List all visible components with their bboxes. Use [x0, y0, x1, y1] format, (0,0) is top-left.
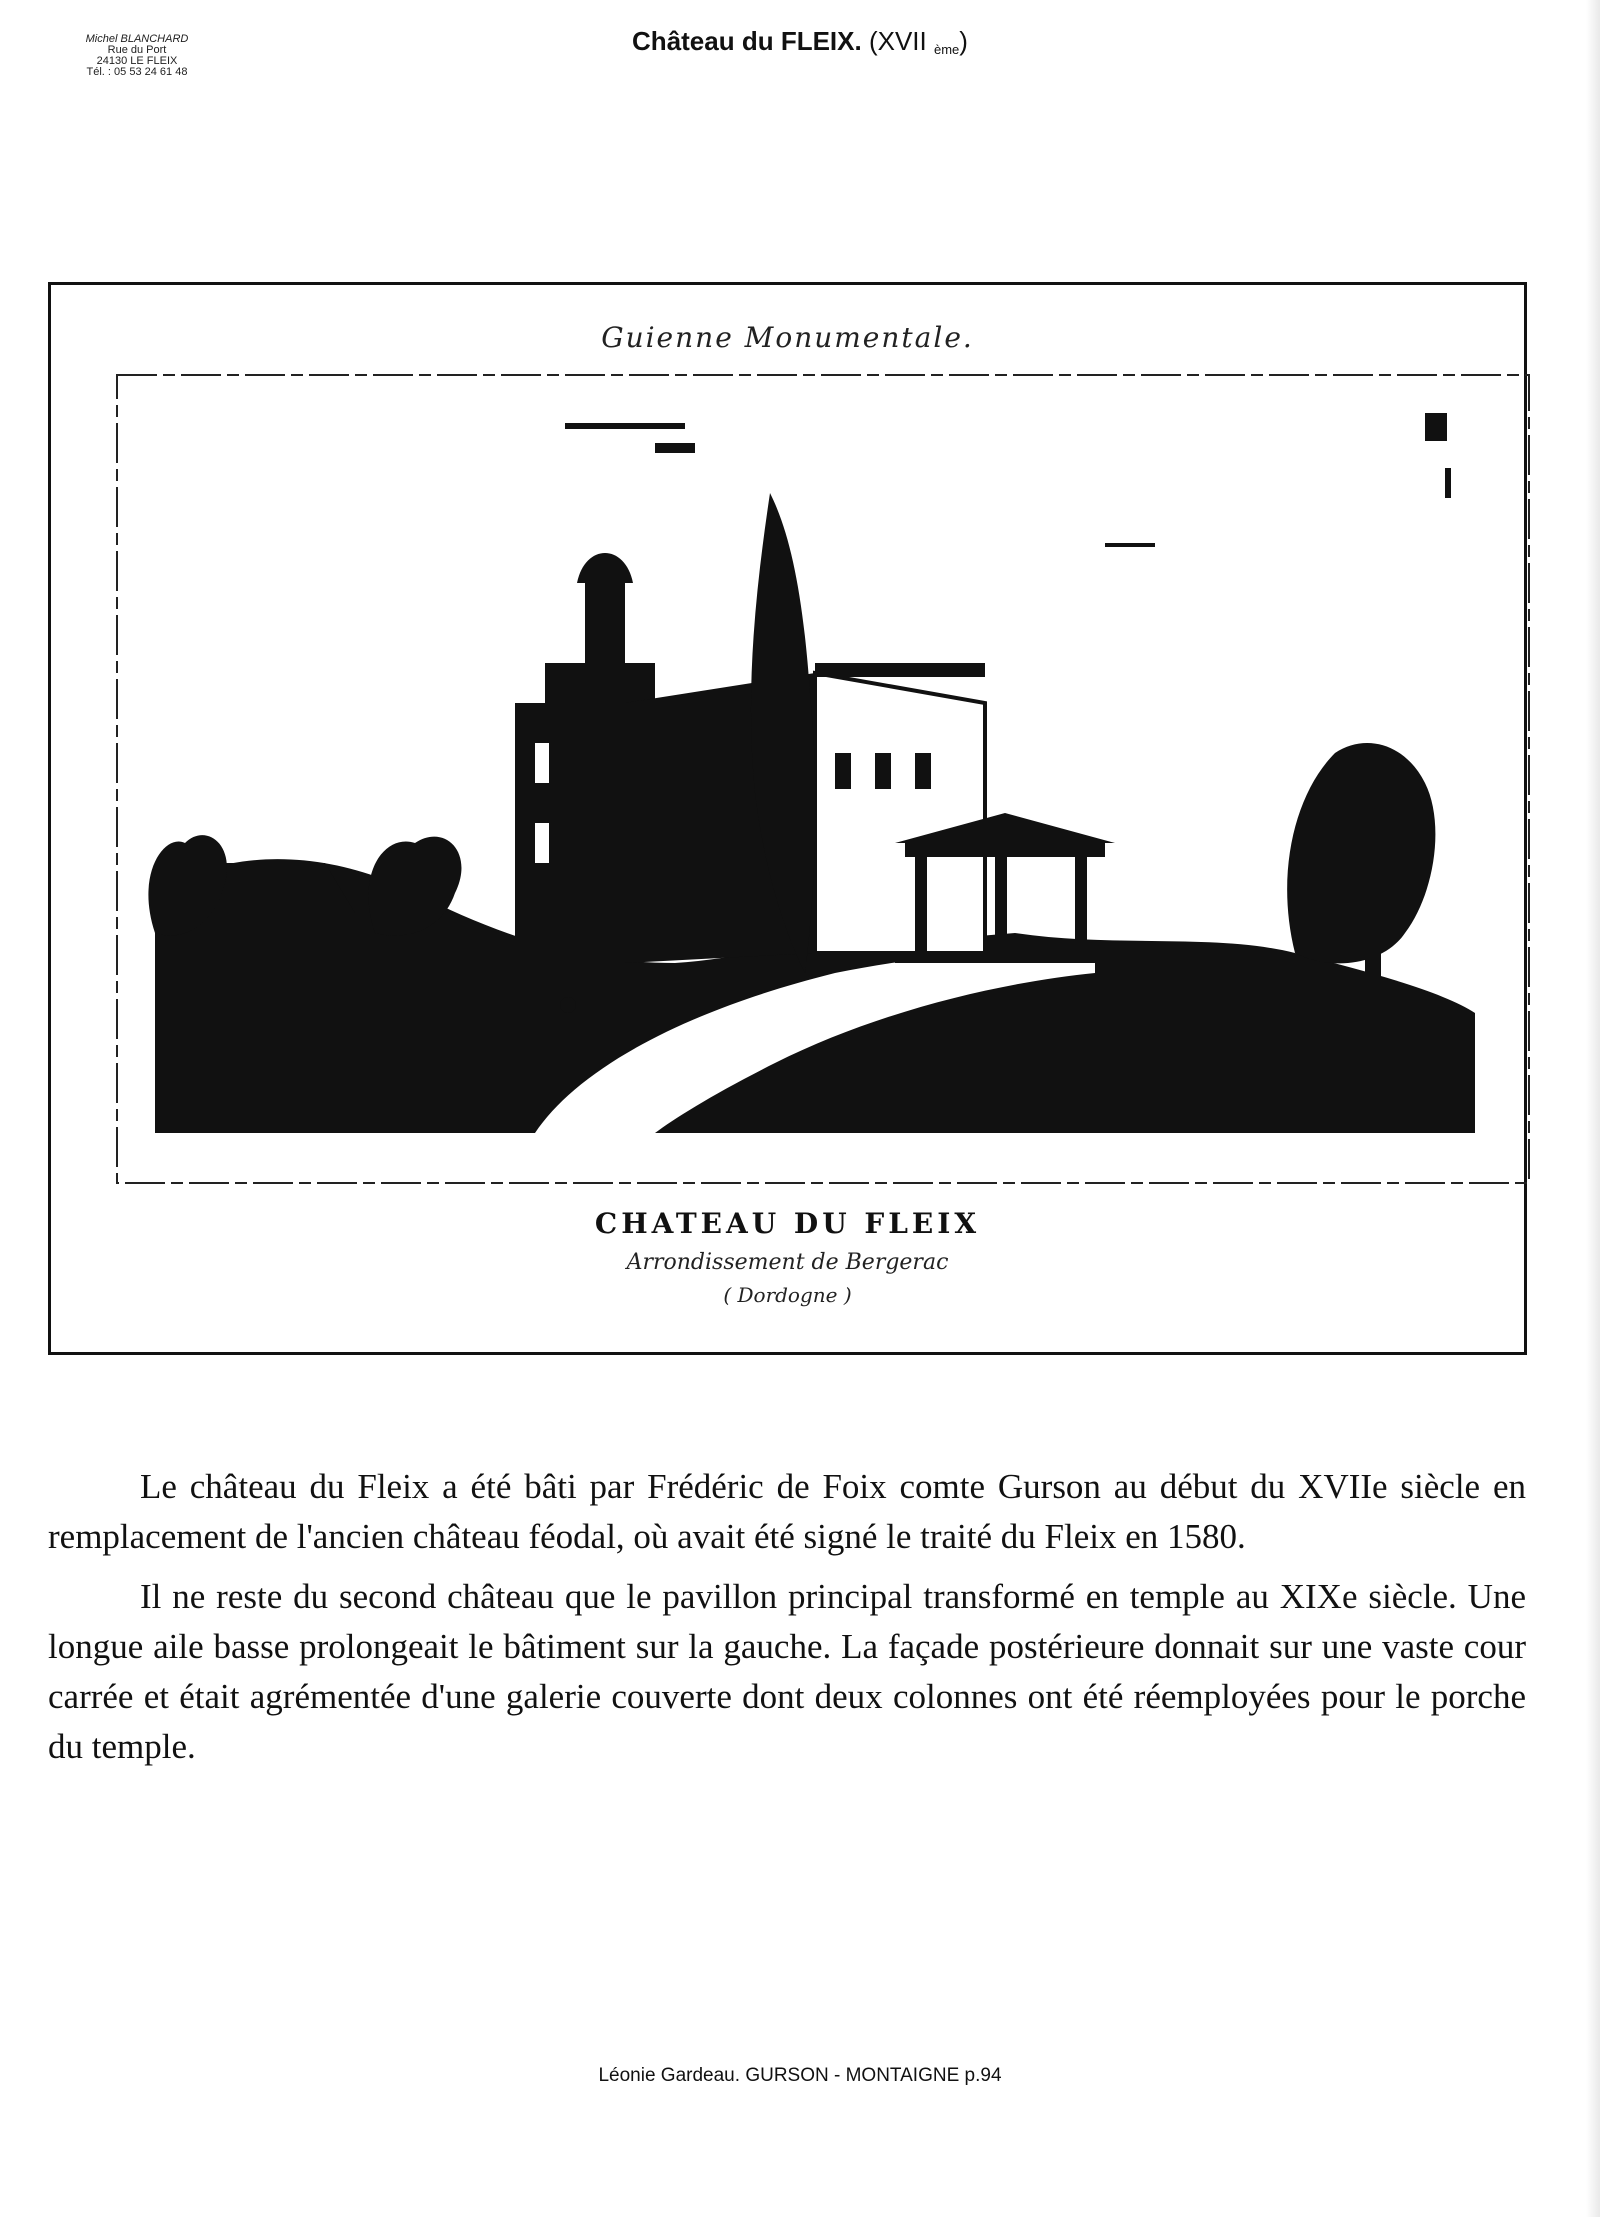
page-title [0, 26, 1600, 57]
engraving-header: Guienne Monumentale. [601, 321, 974, 354]
body-text [48, 1462, 1526, 1782]
title-era [869, 26, 968, 56]
paragraph-2: Il ne reste du second château que le pavillon principal transformé en temple au XIXe siècle. Une longue aile basse prolongeait le bâtiment sur la gauche. La façade postérieure donnait sur une vaste cour carrée et était agrémentée d'une galerie couverte dont deux colonnes ont été réemployées pour le porche du temple. [48, 1577, 1526, 1766]
caption-department: ( Dordogne ) [723, 1283, 852, 1307]
paragraph-1: Le château du Fleix a été bâti par Frédéric de Foix comte Gurson au début du XVIIe siècle en remplacement de l'ancien château féodal, où avait été signé le traité du Fleix en 1580. [48, 1467, 1526, 1556]
title-main: Château du FLEIX. [632, 26, 862, 56]
footer-author: Léonie Gardeau. [598, 2065, 741, 2086]
footer-page: p.94 [964, 2065, 1002, 2086]
era-main: (XVII [868, 26, 927, 56]
engraving-caption [51, 1207, 1524, 1307]
caption-subtitle: Arrondissement de Bergerac [626, 1250, 949, 1275]
page-footer [0, 2065, 1600, 2087]
footer-work: GURSON - MONTAIGNE [745, 2065, 960, 2086]
engraving-frame [48, 282, 1527, 1355]
sender-phone: Tél. : 05 53 24 61 48 [86, 66, 188, 78]
chateau-engraving-illustration [115, 373, 1535, 1193]
sender-street: Rue du Port [107, 44, 167, 56]
caption-title: CHATEAU DU FLEIX [594, 1207, 981, 1240]
sender-town: 24130 LE FLEIX [96, 55, 178, 67]
era-close: ) [959, 26, 968, 56]
page-edge-shadow [1586, 0, 1600, 2217]
sender-name: Michel BLANCHARD [85, 33, 189, 45]
era-sup: ème [933, 42, 960, 57]
